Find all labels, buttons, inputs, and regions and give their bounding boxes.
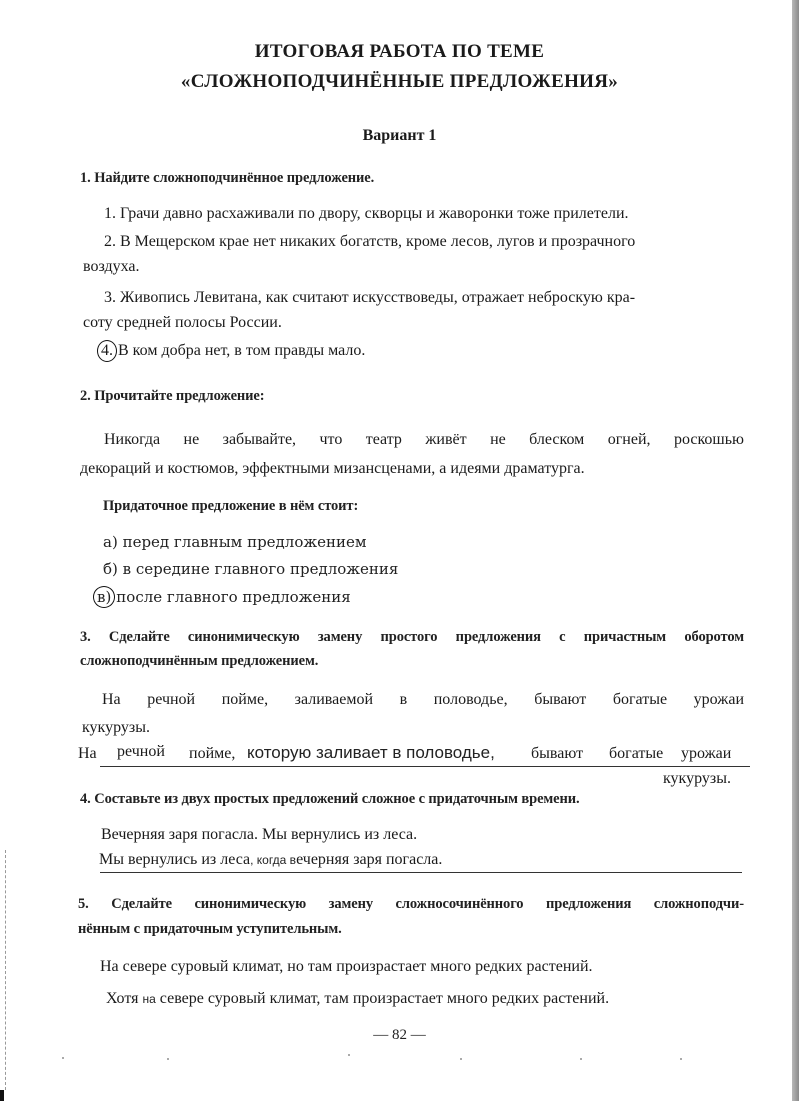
variant-heading: Вариант 1 <box>362 127 437 144</box>
task3-answer-word: речной <box>117 743 165 760</box>
answer-circle: в) <box>93 586 115 608</box>
option-text: В Мещерском крае нет никаких богатств, кроме лесов, лугов и прозрачного <box>120 233 636 250</box>
task2-sentence-line2: декораций и костюмов, эффектными мизансценами, а идеями драматурга. <box>80 460 585 477</box>
scan-speck <box>580 1058 582 1060</box>
answer-word: Хотя <box>106 990 139 1007</box>
task2-option-a[interactable] <box>103 533 367 551</box>
task4-prompt: 4. Составьте из двух простых предложений сложное с придаточным времени. <box>80 791 580 807</box>
option-text: Грачи давно расхаживали по двору, скворцы и жаворонки тоже прилетели. <box>120 205 629 222</box>
page-title-line2: «СЛОЖНОПОДЧИНЁННЫЕ ПРЕДЛОЖЕНИЯ» <box>180 71 619 92</box>
answer-handwritten: на <box>142 992 156 1006</box>
task1-option-4[interactable] <box>97 340 365 362</box>
task3-prompt-line2: сложноподчинённым предложением. <box>80 653 319 669</box>
option-text: в середине главного предложения <box>122 560 399 578</box>
task5-prompt-line1: 5. Сделайте синонимическую замену сложносочинённого предложения сложноподчи- <box>78 896 744 912</box>
task2-sentence-line1: Никогда не забывайте, что театр живёт не блеском огней, роскошью <box>104 431 744 448</box>
task2-question: Придаточное предложение в нём стоит: <box>103 498 359 514</box>
task5-answer[interactable] <box>106 990 609 1008</box>
option-text: В ком добра нет, в том правды мало. <box>118 342 366 359</box>
task3-answer-word: На <box>78 745 97 762</box>
task1-option-2-cont: воздуха. <box>83 258 140 275</box>
task2-option-v[interactable] <box>93 586 351 608</box>
scan-speck <box>680 1058 682 1060</box>
option-number: 1. <box>104 205 116 222</box>
scan-speck <box>460 1058 462 1060</box>
task5-prompt-line2: нённым с придаточным уступительным. <box>78 921 342 937</box>
task3-answer-word: урожаи <box>681 745 732 762</box>
task3-answer-word: бывают <box>531 745 584 762</box>
page-title-line1: ИТОГОВАЯ РАБОТА ПО ТЕМЕ <box>254 41 545 62</box>
option-number: 2. <box>104 233 116 250</box>
task3-answer-line <box>100 766 750 767</box>
task2-prompt: 2. Прочитайте предложение: <box>80 388 265 404</box>
task2-option-b[interactable] <box>103 560 398 578</box>
answer-handwritten: , когда в <box>250 853 297 867</box>
task1-option-1 <box>104 205 629 223</box>
option-letter: а) <box>103 533 118 551</box>
task3-sentence-line2: кукурузы. <box>82 719 150 736</box>
task1-prompt: 1. Найдите сложноподчинённое предложение. <box>80 170 375 186</box>
task1-option-2 <box>104 233 635 251</box>
option-text: после главного предложения <box>116 588 351 606</box>
scan-speck <box>348 1054 350 1056</box>
task3-handwritten-answer[interactable]: которую заливает в половодье, <box>247 743 495 762</box>
task3-answer-word: пойме, <box>189 745 236 762</box>
task3-sentence-line1: На речной пойме, заливаемой в половодье, бывают богатые урожаи <box>102 691 744 708</box>
task5-sentence: На севере суровый климат, но там произрастает много редких растений. <box>100 958 593 975</box>
task3-answer-word: богатые <box>609 745 664 762</box>
option-number: 3. <box>104 289 116 306</box>
scan-left-edge <box>0 850 6 1090</box>
answer-printed: Мы вернулись из леса <box>99 851 251 868</box>
task3-prompt-line1: 3. Сделайте синонимическую замену простого предложения с причастным оборотом <box>80 629 744 645</box>
option-text: перед главным предложением <box>122 533 367 551</box>
answer-rest: севере суровый климат, там произрастает много редких растений. <box>159 990 610 1007</box>
answer-rest: ечерняя заря погасла. <box>296 851 443 868</box>
page-number: — 82 — <box>373 1027 426 1043</box>
task1-option-3 <box>104 289 635 307</box>
option-text: Живопись Левитана, как считают искусствоведы, отражает неброскую кра- <box>120 289 636 306</box>
task3-answer-word: кукурузы. <box>663 770 731 787</box>
task1-option-3-cont: соту средней полосы России. <box>83 314 282 331</box>
task4-answer-line <box>100 872 742 873</box>
scan-binding-edge <box>792 0 799 1101</box>
scan-speck <box>62 1057 64 1059</box>
scan-speck <box>167 1058 169 1060</box>
task4-answer[interactable] <box>99 851 442 869</box>
answer-circle: 4. <box>97 340 117 362</box>
task4-sentence: Вечерняя заря погасла. Мы вернулись из леса. <box>101 826 418 843</box>
option-letter: б) <box>103 560 118 578</box>
scan-mark <box>0 1090 4 1101</box>
